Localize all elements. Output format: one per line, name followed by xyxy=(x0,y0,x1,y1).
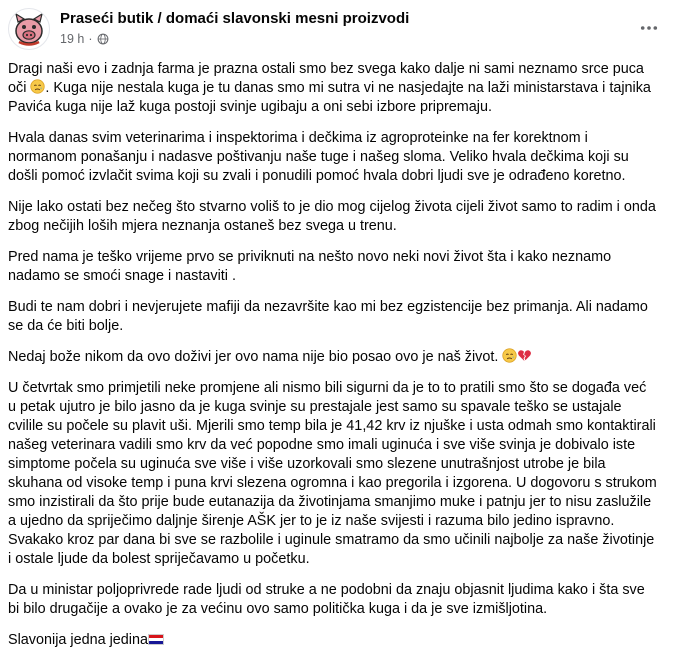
page-name[interactable]: Praseći butik / domaći slavonski mesni proizvodi xyxy=(60,10,410,27)
pig-logo-icon xyxy=(9,9,49,49)
post-paragraph xyxy=(8,581,658,619)
croatia-flag-icon xyxy=(148,634,164,645)
post-text: . Kuga nije nestala kuga je tu danas smo mi sutra vi ne nasjedajte na laži ministarstava i tajnika Pavića kuga nije laž kuga postoji svinje ugibaju a oni sebi izbore pripremaju. xyxy=(8,80,651,115)
post-text: Pred nama je teško vrijeme prvo se priviknuti na nešto novo neki novi život šta i kako neznamo nadamo se smoći snage i nastaviti . xyxy=(8,249,612,284)
globe-icon[interactable] xyxy=(97,33,109,45)
sad-emoji-icon xyxy=(30,79,45,94)
post-meta xyxy=(60,32,109,46)
ellipsis-icon xyxy=(640,25,658,31)
post-text: Dragi naši evo i zadnja farma je prazna ostali smo bez svega kako dalje ni sami neznamo srce puca oči xyxy=(8,61,644,96)
post-paragraph xyxy=(8,60,658,117)
post-text: Da u ministar poljoprivrede rade ljudi od struke a ne podobni da znaju objasnit ljudima kako i šta sve bi bilo drugačije a ovako je za većinu ovo samo politička kuga i da je sve izmišljotina. xyxy=(8,582,645,617)
post-text: Budi te nam dobri i nevjerujete mafiji da nezavršite kao mi bez egzistencije bez primanja. Ali nadamo se da će biti bolje. xyxy=(8,299,648,334)
post-paragraph xyxy=(8,248,658,286)
post-timestamp[interactable]: 19 h xyxy=(60,32,85,46)
post-text: Nedaj bože nikom da ovo doživi jer ovo nama nije bio posao ovo je naš život. xyxy=(8,349,503,365)
broken-heart-emoji-icon xyxy=(517,348,532,363)
post-paragraph xyxy=(8,129,658,186)
sad-emoji-icon xyxy=(502,348,517,363)
post-text: Hvala danas svim veterinarima i inspektorima i dečkima iz agroproteinke na fer korektnom i normanom ponašanju i nadasve poštivanju naše tuge i našeg sloma. Veliko hvala dečkima koji su došli pomoć izvlačit svima koji su zvali i ponudili pomoć hvala dobri ljudi sve je odrađeno koretno. xyxy=(8,130,629,184)
post-text: Slavonija jedna jedina xyxy=(8,632,149,648)
post-header xyxy=(8,8,665,52)
meta-separator: · xyxy=(88,32,93,46)
post-paragraph xyxy=(8,379,658,569)
post-text: Nije lako ostati bez nečeg što stvarno voliš to je dio mog cijelog života cijeli život samo to radim i onda zbog nečijih loših mjera neznanja ostaneš bez svega u trenu. xyxy=(8,199,656,234)
post-paragraph xyxy=(8,198,658,236)
post-body xyxy=(8,60,658,662)
post-paragraph xyxy=(8,631,658,650)
post-text: U četvrtak smo primjetili neke promjene ali nismo bili sigurni da je to to pratili smo što se događa već u petak ujutro je bilo jasno da je kuga svinje su prestajale jest samo su spavale teško se ustajale cvilile su počele su plavit uši. Mjerili smo temp bila je 41,42 krv iz njuške i usta odmah smo kontaktirali našeg veterinara vadili smo krv da već popodne smo imali uginuća i sve više svinja je dobivalo iste simptome počela su uginuća sve više i više uzorkovali smo slezene unutrašnjost utrobe je bila skuhana od visoke temp i puna krvi slezena ogromna i kao pregorila i izgorena. U dogovoru s strukom smo inzistirali da što prije bude eutanazija da životinjama smanjimo muke i patnju jer to nisu zaslužile a ujedno da spriječimo daljnje širenje AŠK jer to je iz naše svijesti i razuma bilo jedino ispravno. Svakako kroz par dana bi sve se razbolile i uginule smatramo da smo učinili najbolje za naše životinje i ostale ljude da bolest spriječavamo u početku. xyxy=(8,380,657,567)
post-paragraph xyxy=(8,348,658,367)
avatar[interactable] xyxy=(8,8,50,50)
more-options-button[interactable] xyxy=(635,14,663,42)
post-paragraph xyxy=(8,298,658,336)
